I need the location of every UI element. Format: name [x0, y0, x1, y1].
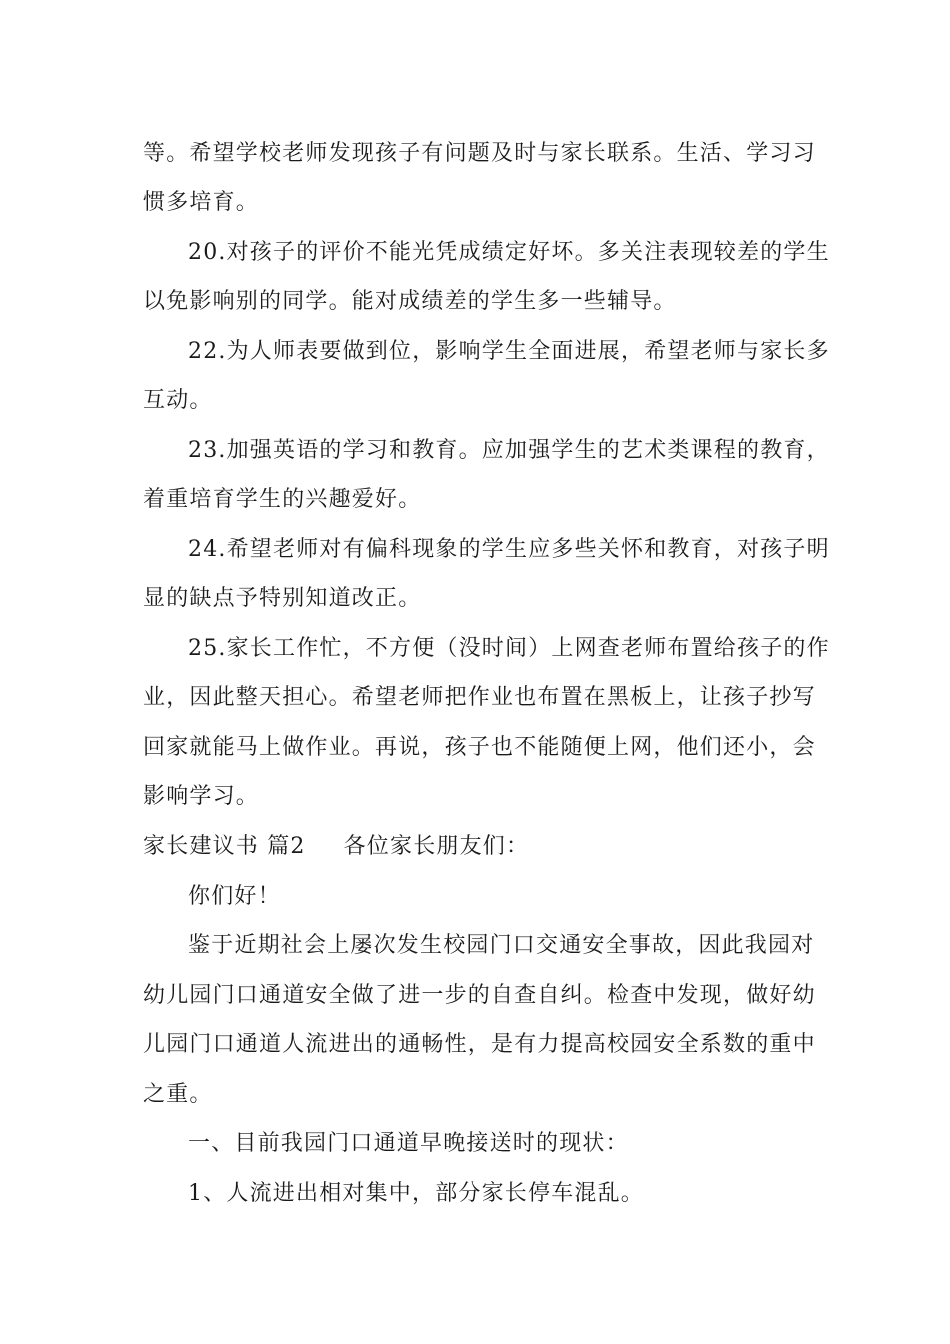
paragraph-item-20: 20.对孩子的评价不能光凭成绩定好坏。多关注表现较差的学生	[188, 240, 830, 265]
paragraph-item-25: 25.家长工作忙，不方便（没时间）上网查老师布置给孩子的作	[188, 636, 830, 661]
paragraph-item-24: 24.希望老师对有偏科现象的学生应多些关怀和教育，对孩子明	[188, 537, 830, 562]
text-line: 惯多培育。	[143, 190, 260, 215]
text-line: 鉴于近期社会上屡次发生校园门口交通安全事故，因此我园对	[188, 933, 815, 958]
section-heading	[143, 832, 529, 862]
text-line: 之重。	[143, 1082, 213, 1107]
text-line: 以免影响别的同学。能对成绩差的学生多一些辅导。	[143, 289, 677, 314]
text-line: 幼儿园门口通道安全做了进一步的自查自纠。检查中发现，做好幼	[143, 983, 816, 1008]
text-line: 影响学习。	[143, 784, 260, 809]
text-line: 回家就能马上做作业。再说，孩子也不能随便上网，他们还小，会	[143, 735, 816, 760]
salutation: 各位家长朋友们：	[343, 834, 530, 859]
text-line: 着重培育学生的兴趣爱好。	[143, 487, 422, 512]
subheading: 一、目前我园门口通道早晚接送时的现状：	[188, 1131, 629, 1156]
paragraph-item-23: 23.加强英语的学习和教育。应加强学生的艺术类课程的教育，	[188, 438, 830, 463]
text-line: 业，因此整天担心。希望老师把作业也布置在黑板上，让孩子抄写	[143, 685, 816, 710]
list-item: 1、人流进出相对集中，部分家长停车混乱。	[188, 1181, 644, 1206]
paragraph-item-22: 22.为人师表要做到位，影响学生全面进展，希望老师与家长多	[188, 339, 830, 364]
greeting: 你们好！	[188, 884, 281, 909]
text-line: 等。希望学校老师发现孩子有问题及时与家长联系。生活、学习习	[143, 141, 816, 166]
text-line: 显的缺点予特别知道改正。	[143, 586, 422, 611]
section-title: 家长建议书 篇2	[143, 834, 306, 859]
text-line: 儿园门口通道人流进出的通畅性，是有力提高校园安全系数的重中	[143, 1032, 816, 1057]
text-line: 互动。	[143, 388, 213, 413]
